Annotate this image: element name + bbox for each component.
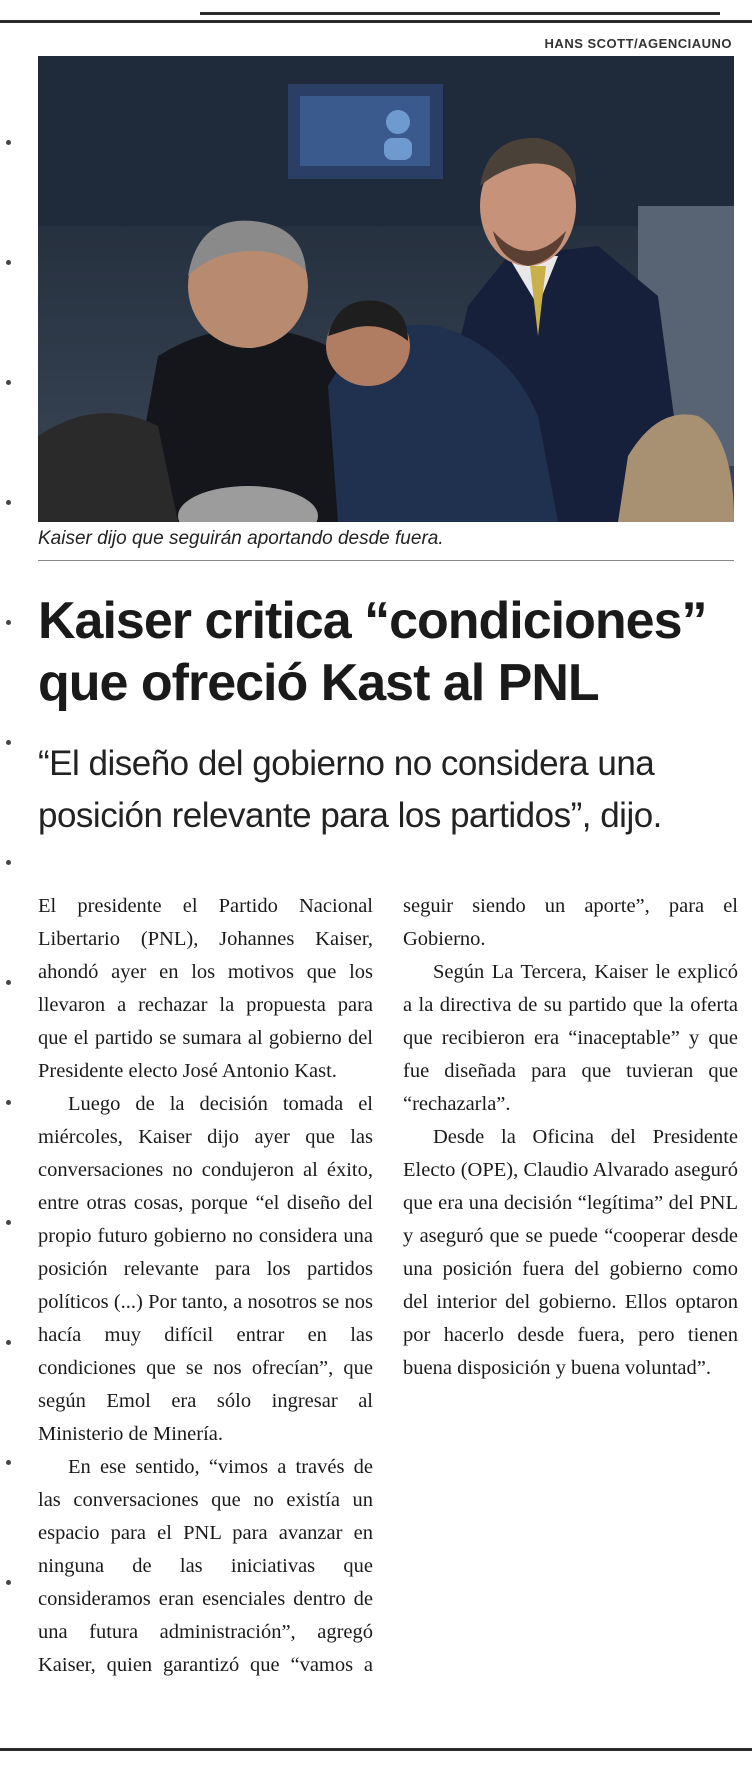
top-masthead-rule (200, 0, 720, 15)
paragraph-4: Según La Tercera, Kaiser le explicó a la directiva de su partido que la oferta que recibieron era “inaceptable” y que fue diseñada para que tuvieran que “rechazarla”. (403, 961, 738, 1115)
article-body (38, 890, 738, 1720)
bottom-rule (0, 1748, 752, 1751)
news-photo (38, 56, 734, 522)
paragraph-5: Desde la Oficina del Presidente Electo (OPE), Claudio Alvarado aseguró que era una decisión “legítima” del PNL y aseguró que se puede “cooperar desde una posición fuera del gobierno como del interior del gobierno. Ellos optaron por hacerlo desde fuera, pero tienen buena disposición y buena voluntad”. (403, 1126, 738, 1379)
paragraph-3: En ese sentido, “vimos a través de las conversaciones que no existía un espacio para el PNL para avanzar en ninguna de las iniciativas que consideramos eran esenciales dentro de una futura administración”, agregó Kaiser, quien garantizó que “vamos a seguir siendo un aporte”, para el Gobierno. (38, 895, 738, 1676)
margin-dots (6, 120, 12, 1620)
paragraph-2: Luego de la decisión tomada el miércoles, Kaiser dijo ayer que las conversaciones no condujeron al éxito, entre otras cosas, porque “el diseño del propio futuro gobierno no considera una posición relevante para los partidos políticos (...) Por tanto, a nosotros se nos hacía muy difícil entrar en las condiciones que se nos ofrecían”, que según Emol era sólo ingresar al Ministerio de Minería. (38, 1093, 373, 1445)
headline: Kaiser critica “condiciones” que ofreció Kast al PNL (38, 592, 707, 712)
top-rule (0, 20, 752, 23)
paragraph-1: El presidente el Partido Nacional Libertario (PNL), Johannes Kaiser, ahondó ayer en los motivos que los llevaron a rechazar la propuesta para que el partido se sumara al gobierno del Presidente electo José Antonio Kast. (38, 895, 373, 1082)
photo-caption: Kaiser dijo que seguirán aportando desde fuera. (38, 528, 734, 561)
photo-credit: HANS SCOTT/AGENCIAUNO (544, 36, 732, 51)
deck-subtitle: “El diseño del gobierno no considera una posición relevante para los partidos”, dijo. (38, 744, 662, 835)
